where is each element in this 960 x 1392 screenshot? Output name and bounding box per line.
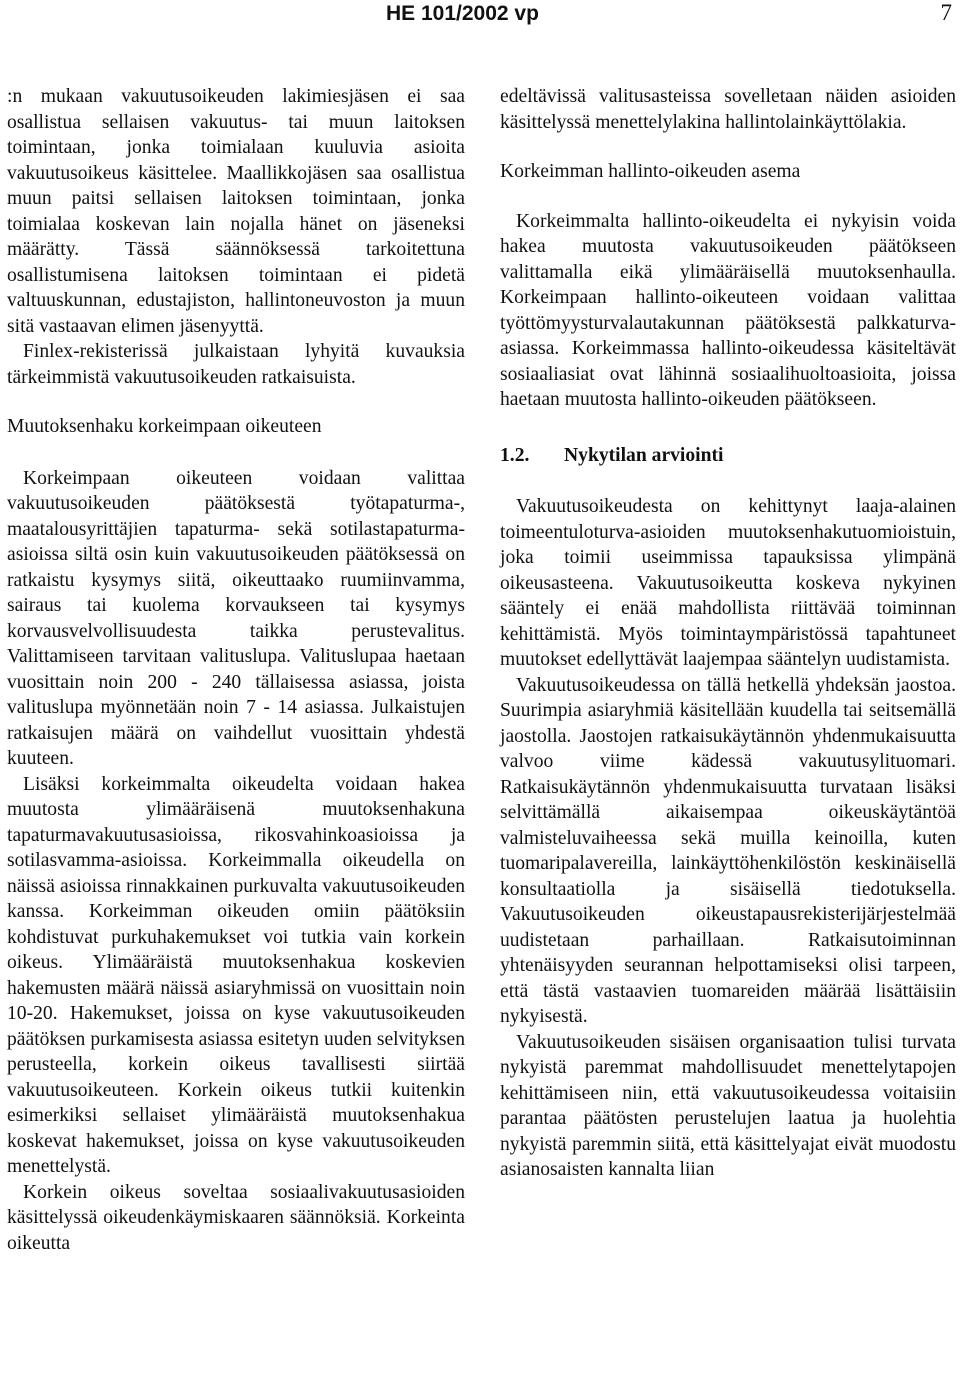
paragraph: edeltävissä valitusasteissa sovelletaan näiden asioiden käsittelyssä menettelylakina hallintolainkäyttölakia. [500, 86, 956, 133]
paragraph: Vakuutusoikeudessa on tällä hetkellä yhdeksän jaostoa. Suurimpia asiaryhmiä käsitellään kuudella tai seitsemällä jaostolla. Jaostojen ratkaisukäytännön yhdenmukaisuutta valvoo viime kädessä vakuutusylituomari. Ratkaisukäytännön yhdenmukaisuutta turvataan lisäksi selvittämällä aikaisempaa oikeuskäytäntöä valmisteluvaiheessa sekä muilla keinoilla, kuten tuomaripalavereilla, lainkäyttöhenkilöstön keskinäisellä konsultaatiolla ja sisäisellä tiedotuksella. Vakuutusoikeuden oikeustapausrekisterijärjestelmää uudistetaan parhaillaan. Ratkaisutoiminnan yhtenäisyyden seurannan helpottamiseksi olisi tarpeen, että tästä vastaavien tuomareiden määrää lisättäisiin nykyisestä. [500, 674, 956, 1027]
subheading: Korkeimman hallinto-oikeuden asema [500, 161, 801, 182]
page-header [0, 0, 960, 30]
section-number: 1.2. [500, 444, 530, 466]
section-heading [500, 443, 956, 469]
paragraph: Korkeimpaan oikeuteen voidaan valittaa vakuutusoikeuden päätöksestä työtapaturma-, maatalousyrittäjien tapaturma- sekä sotilastapaturma-asioissa siltä osin kuin vakuutusoikeuden päätöksessä on ratkaistu kysymys siitä, oikeuttaako ruumiinvamma, sairaus tai kuolema korvaukseen tai kysymys korvausvelvollisuudesta taikka perustevalitus. Valittamiseen tarvitaan valituslupa. Valituslupaa haetaan vuosittain noin 200 - 240 tällaisessa asiassa, joista valituslupa myönnetään noin 7 - 14 asiassa. Julkaistujen ratkaisujen määrä on vaihdellut vuosittain yhdestä kuuteen. [7, 467, 465, 769]
right-column [500, 84, 956, 1183]
document-id: HE 101/2002 vp [386, 2, 539, 25]
paragraph: Korkeimmalta hallinto-oikeudelta ei nykyisin voida hakea muutosta vakuutusoikeuden päätökseen valittamalla eikä ylimääräisellä muutoksenhaulla. Korkeimpaan hallinto-oikeuteen voidaan valittaa työttömyysturvalautakunnan päätöksestä palkkaturva-asiassa. Korkeimmassa hallinto-oikeudessa käsiteltävät sosiaaliasiat ovat lähinnä sosiaalihuoltoasioita, joissa haetaan muutosta hallinto-oikeuden päätökseen. [500, 210, 956, 410]
section-title: Nykytilan arviointi [564, 444, 724, 466]
page-number: 7 [940, 0, 952, 25]
paragraph: :n mukaan vakuutusoikeuden lakimiesjäsen ei saa osallistua sellaisen vakuutus- tai muun laitoksen toimintaan, jonka toimialaan kuuluvia asioita vakuutusoikeus käsittelee. Maallikkojäsen saa osallistua muun paitsi sellaisen laitoksen toimintaan, jonka toimialaa koskevan lain nojalla hänet on jäseneksi määrätty. Tässä säännöksessä tarkoitettuna osallistumisena laitoksen toimintaan ei pidetä valtuuskunnan, edustajiston, hallintoneuvoston ja muun sitä vastaavan elimen jäsenyyttä. [7, 86, 465, 337]
paragraph: Lisäksi korkeimmalta oikeudelta voidaan hakea muutosta ylimääräisenä muutoksenhakuna tapaturmavakuutusasioissa, rikosvahinkoasioissa ja sotilasvamma-asioissa. Korkeimmalla oikeudella on näissä asioissa rinnakkainen purkuvalta vakuutusoikeuden kanssa. Korkeimman oikeuden omiin päätöksiin kohdistuvat purkuhakemukset voi tutkia vain korkein oikeus. Ylimääräistä muutoksenhakua koskevien hakemusten määrä näissä asiaryhmissä on vuosittain noin 10-20. Hakemukset, joissa on kyse vakuutusoikeuden päätöksen purkamisesta asiassa esitetyn uuden selvityksen perusteella, korkein oikeus tavallisesti siirtää vakuutusoikeuteen. Korkein oikeus tutkii kuitenkin esimerkiksi sellaiset ylimääräistä muutoksenhakua koskevat hakemukset, joissa on kyse vakuutusoikeuden menettelystä. [7, 773, 465, 1177]
paragraph: Korkein oikeus soveltaa sosiaalivakuutusasioiden käsittelyssä oikeudenkäymiskaaren säännöksiä. Korkeinta oikeutta [7, 1181, 465, 1254]
paragraph: Vakuutusoikeudesta on kehittynyt laaja-alainen toimeentuloturva-asioiden muutoksenhakutuomioistuin, joka toimii useimmissa tapauksissa ylimpänä oikeusasteena. Vakuutusoikeutta koskeva nykyinen sääntely ei enää mahdollista riittävää toiminnan kehittämistä. Myös toimintaympäristössä tapahtuneet muutokset edellyttävät laajempaa sääntelyn uudistamista. [500, 496, 956, 670]
subheading: Muutoksenhaku korkeimpaan oikeuteen [7, 416, 322, 437]
paragraph: Vakuutusoikeuden sisäisen organisaation tulisi turvata nykyistä paremmat mahdollisuudet menettelytapojen kehittämiseen niin, että vakuutusoikeudessa voitaisiin parantaa päätösten perustelujen laatua ja huolehtia nykyistä paremmin siitä, että käsittelyajat eivät muodostu asianosaisten kannalta liian [500, 1031, 956, 1180]
paragraph: Finlex-rekisterissä julkaistaan lyhyitä kuvauksia tärkeimmistä vakuutusoikeuden ratkaisuista. [7, 341, 465, 388]
left-column [7, 84, 465, 1256]
